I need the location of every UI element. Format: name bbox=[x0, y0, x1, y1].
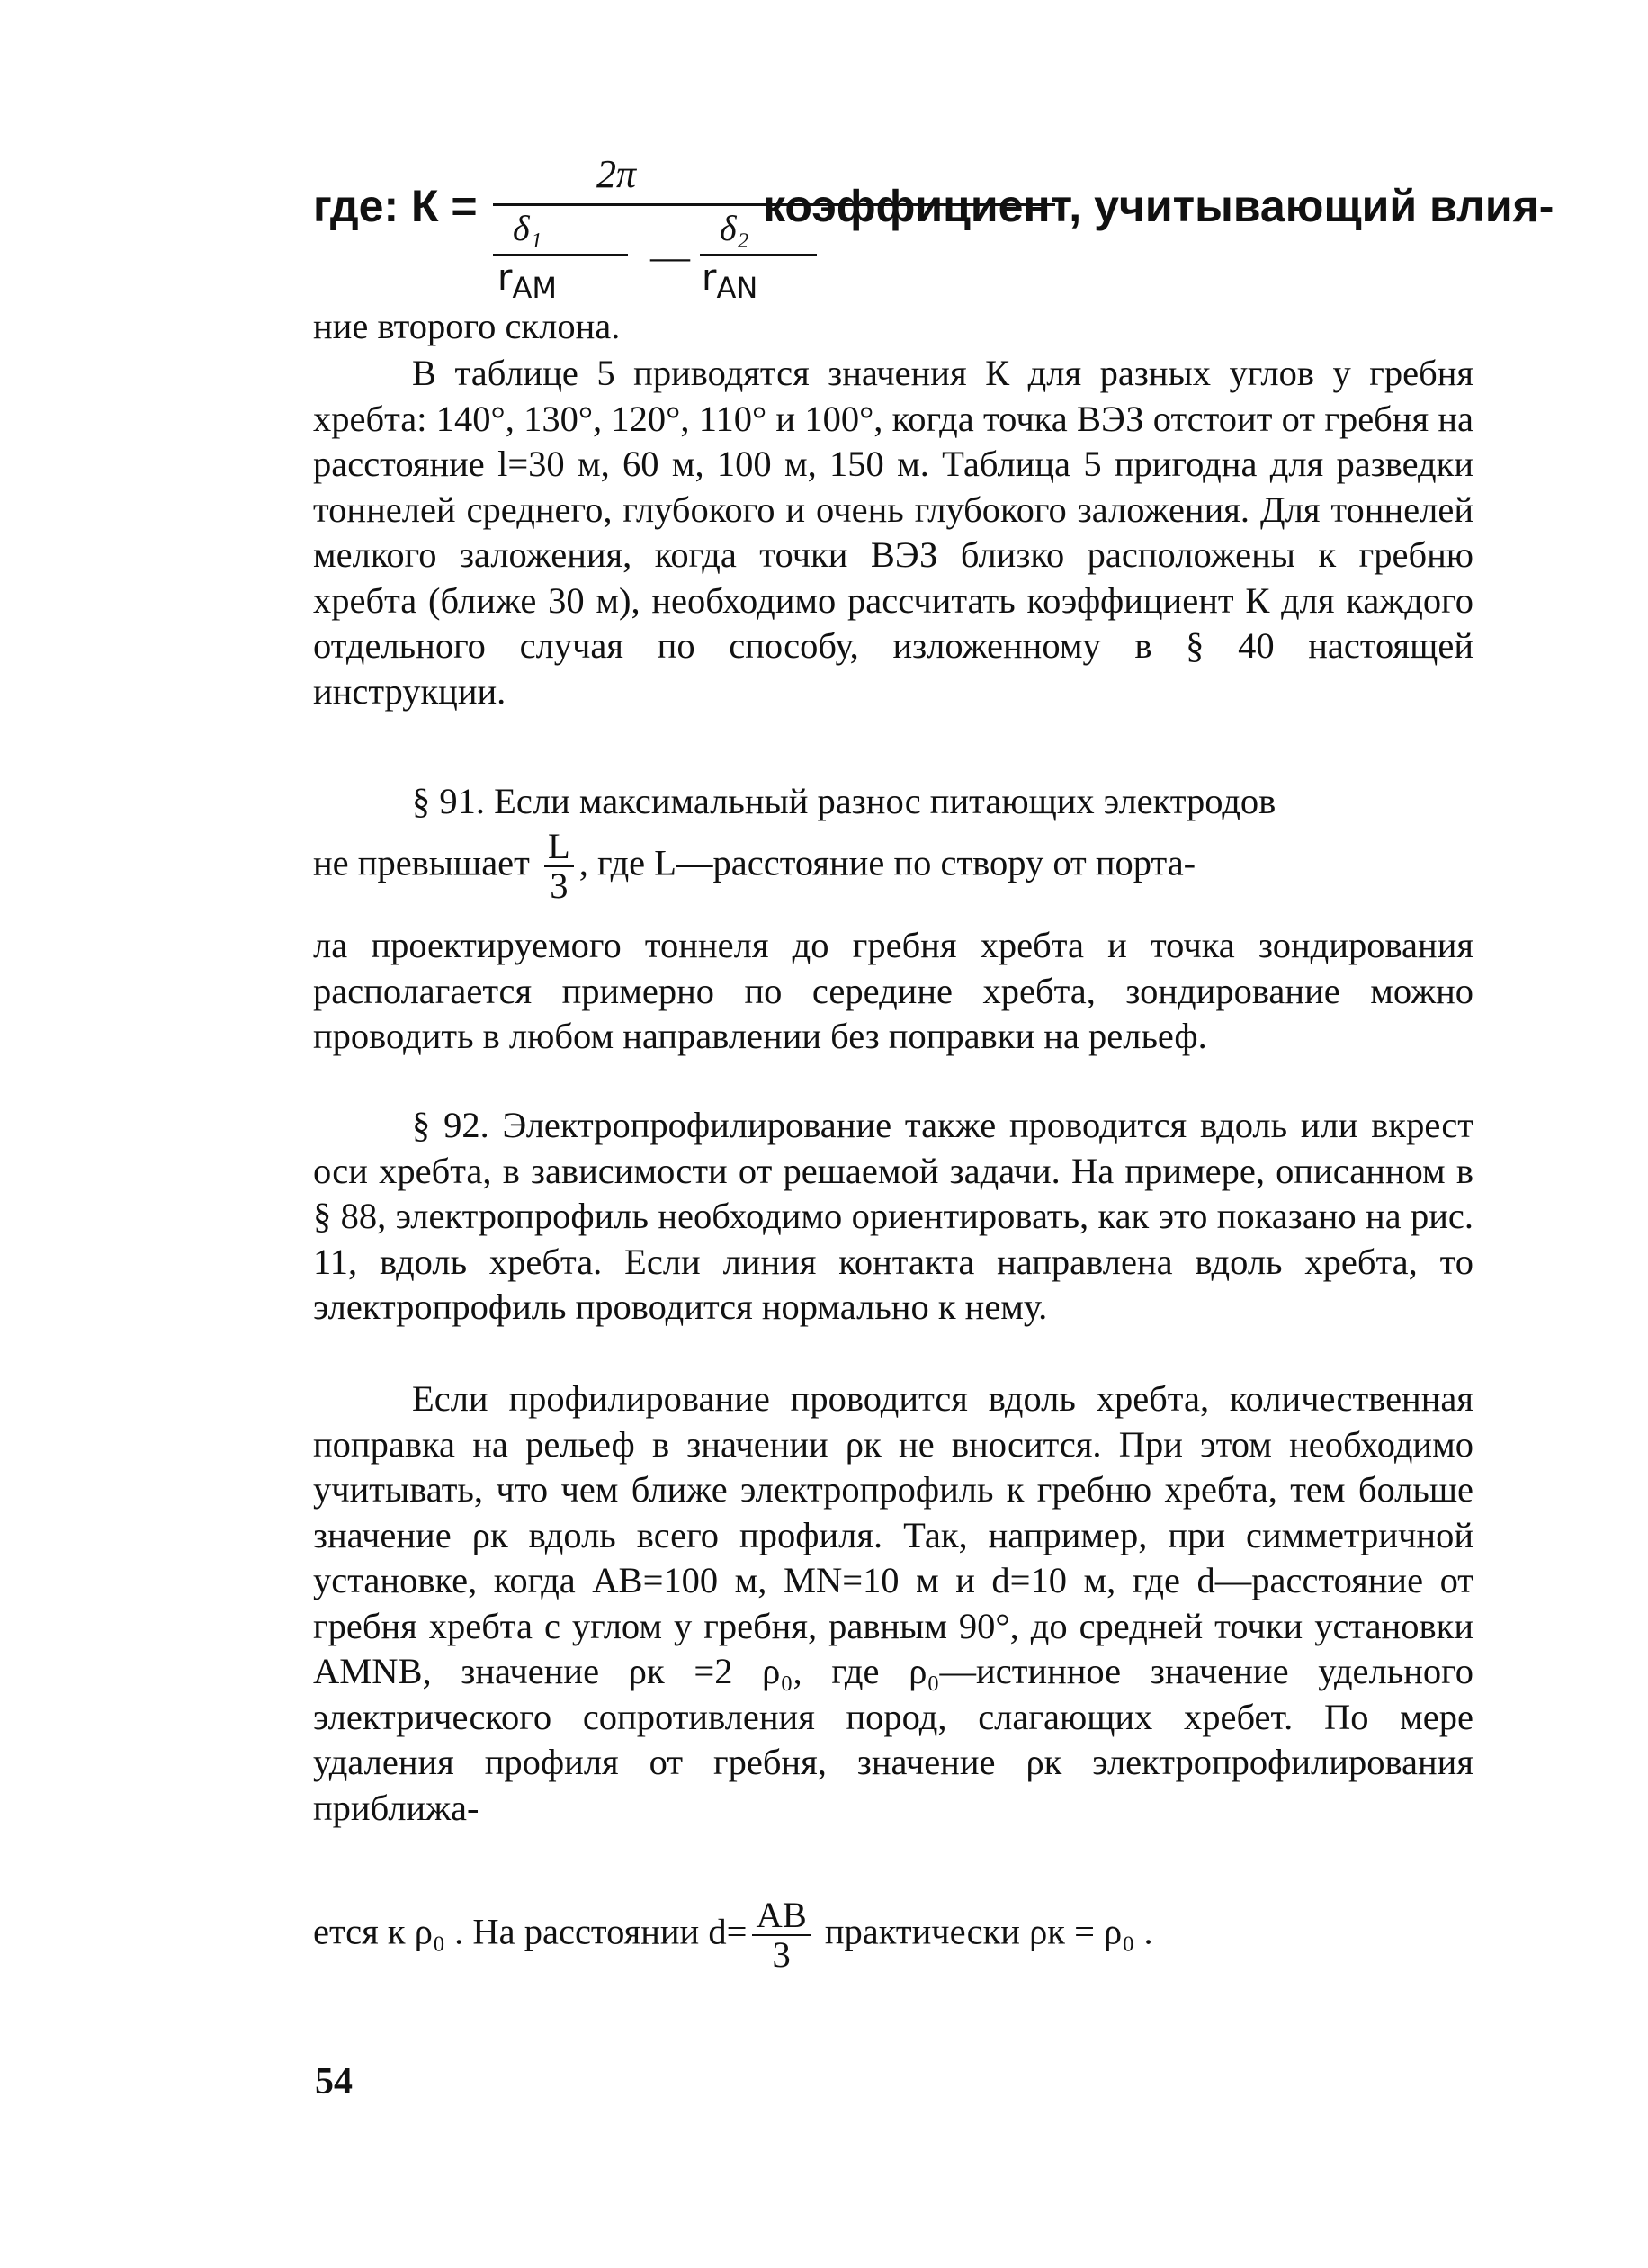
formula-tail-text: коэффициент, учитывающий влия- bbox=[763, 181, 1554, 231]
formula-lead: где: К = bbox=[313, 181, 478, 231]
paragraph-continuation: ние второго склона. bbox=[313, 306, 621, 346]
fraction-l-over-3: $\frac{L}{3}$ bbox=[544, 828, 574, 905]
paragraph-profiling-last-line: ется к ρ₀ . На расстоянии d= $\frac{AB}{3}$ практически ρк = ρ₀ . bbox=[313, 1895, 1153, 1975]
paragraph-91-rest: ла проектируемого тоннеля до гребня хребта и точка зондирования располагается примерно по середине хребта, зондирование можно проводить в любом направлении без поправки на рельеф. bbox=[313, 925, 1473, 1056]
page-number: 54 bbox=[315, 2061, 353, 2102]
formula-sub-bar-2 bbox=[700, 254, 817, 256]
formula-sub-bar-1 bbox=[493, 254, 628, 256]
formula-numerator: 2π bbox=[596, 152, 637, 196]
paragraph-profiling: Если профилирование проводится вдоль хребта, количественная поправка на рельеф в значении ρк не вносится. При этом необходимо учитывать, что чем ближе электропрофиль к гребню хребта, тем больше значение ρк вдоль всего профиля. Так, например, при симметричной установке, когда AB=100 м, MN=10 м и d=10 м, где d—расстояние от гребня хребта с углом у гребня, равным 90°, до средней точки установки AMNB, значение ρк =2 ρ₀, где ρ₀—истинное значение удельного электрического сопротивления пород, слагающих хребет. По мере удаления профиля от гребня, значение ρк электропрофилирования приближа- bbox=[313, 1378, 1473, 1828]
formula-delta1: δ₁ bbox=[513, 208, 542, 248]
coefficient-formula bbox=[313, 151, 1554, 313]
fraction-ab-over-3: $\frac{AB}{3}$ bbox=[752, 1896, 810, 1974]
formula-r-am: $r_{AM}$ bbox=[497, 257, 557, 305]
formula-r-an: $r_{AN}$ bbox=[702, 257, 758, 305]
paragraph-92: § 92. Электропрофилирование также проводится вдоль или вкрест оси хребта, в зависимости от решаемой задачи. На примере, описанном в § 88, электропрофиль необходимо ориентировать, как это показано на рис. 11, вдоль хребта. Если линия контакта направлена вдоль хребта, то электропрофиль проводится нормально к нему. bbox=[313, 1105, 1473, 1327]
paragraph-91-first-line: § 91. Если максимальный разнос питающих электродов bbox=[412, 781, 1276, 821]
paragraph-table5: В таблице 5 приводятся значения К для разных углов у гребня хребта: 140°, 130°, 120°, 110° и 100°, когда точка ВЭЗ отстоит от гребня на расстояние l=30 м, 60 м, 100 м, 150 м. Таблица 5 пригодна для разведки тоннелей среднего, глубокого и очень глубокого заложения. Для тоннелей мелкого заложения, когда точки ВЭЗ близко расположены к гребню хребта (ближе 30 м), необходимо рассчитать коэффициент К для каждого отдельного случая по способу, изложенному в § 40 настоящей инструкции. bbox=[313, 353, 1473, 712]
paragraph-91-fraction-line: не превышает $\frac{L}{3}$ , где L—расстояние по створу от порта- bbox=[313, 826, 1196, 906]
formula-delta2: δ₂ bbox=[720, 208, 749, 248]
formula-minus: — bbox=[650, 235, 690, 279]
